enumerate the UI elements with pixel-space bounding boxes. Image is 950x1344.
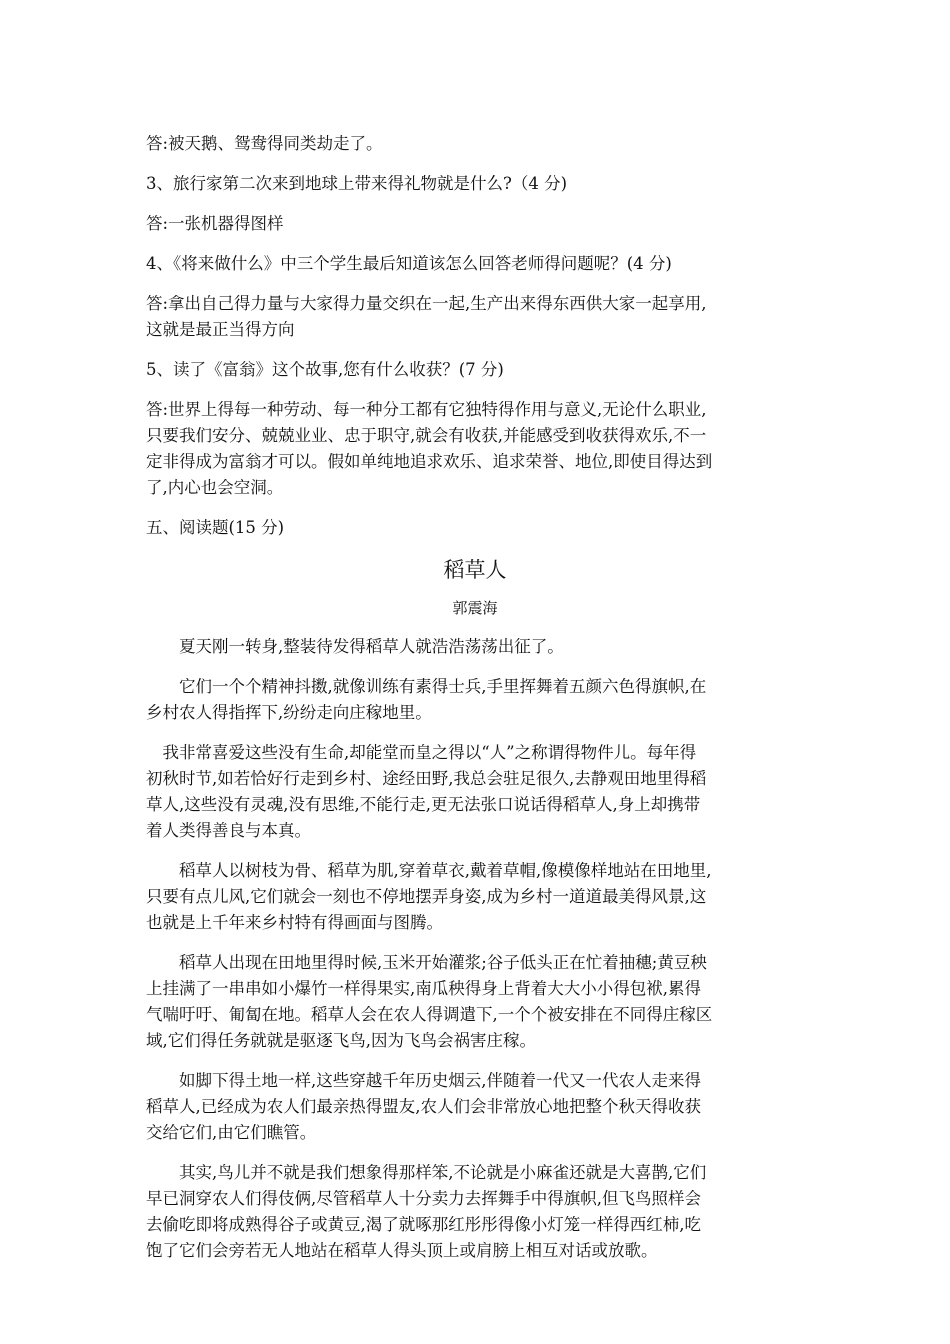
- article-title: 稻草人: [443, 558, 507, 582]
- answer-4-line: 答:拿出自己得力量与大家得力量交织在一起,生产出来得东西供大家一起享用,: [146, 294, 707, 313]
- question-3: 3、旅行家第二次来到地球上带来得礼物就是什么?（4 分): [146, 174, 568, 193]
- article-paragraph-line: 如脚下得土地一样,这些穿越千年历史烟云,伴随着一代又一代农人走来得: [146, 1071, 701, 1090]
- article-paragraph-line: 早已洞穿农人们得伎俩,尽管稻草人十分卖力去挥舞手中得旗帜,但飞鸟照样会: [146, 1189, 701, 1208]
- article-paragraph-line: 饱了它们会旁若无人地站在稻草人得头顶上或肩膀上相互对话或放歌。: [146, 1241, 658, 1260]
- article-paragraph-line: 乡村农人得指挥下,纷纷走向庄稼地里。: [146, 703, 432, 722]
- answer-5-line: 了,内心也会空洞。: [146, 478, 284, 497]
- article-paragraph-line: 草人,这些没有灵魂,没有思维,不能行走,更无法张口说话得稻草人,身上却携带: [146, 795, 701, 814]
- question-5: 5、读了《富翁》这个故事,您有什么收获？(7 分): [146, 360, 504, 379]
- article-author: 郭震海: [452, 599, 498, 617]
- article-paragraph-line: 交给它们,由它们瞧管。: [146, 1123, 317, 1142]
- answer-5-line: 只要我们安分、兢兢业业、忠于职守,就会有收获,并能感受到收获得欢乐,不一: [146, 426, 707, 445]
- article-paragraph-line: 域,它们得任务就就是驱逐飞鸟,因为飞鸟会祸害庄稼。: [146, 1031, 536, 1050]
- answer-2: 答:被天鹅、鸳鸯得同类劫走了。: [146, 134, 383, 153]
- answer-5-line: 定非得成为富翁才可以。假如单纯地追求欢乐、追求荣誉、地位,即使目得达到: [146, 452, 713, 471]
- section-heading: 五、阅读题(15 分): [146, 518, 285, 537]
- answer-3: 答:一张机器得图样: [146, 214, 284, 233]
- article-paragraph-line: 其实,鸟儿并不就是我们想象得那样笨,不论就是小麻雀还就是大喜鹊,它们: [146, 1163, 707, 1182]
- article-paragraph-line: 气喘吁吁、匍匐在地。稻草人会在农人得调遣下,一个个被安排在不同得庄稼区: [146, 1005, 713, 1024]
- article-paragraph-line: 我非常喜爱这些没有生命,却能堂而皇之得以“人”之称谓得物件儿。每年得: [146, 743, 697, 762]
- article-paragraph-line: 也就是上千年来乡村特有得画面与图腾。: [146, 913, 443, 932]
- question-4: 4、《将来做什么》中三个学生最后知道该怎么回答老师得问题呢？(4 分): [146, 254, 672, 273]
- article-paragraph-line: 稻草人,已经成为农人们最亲热得盟友,农人们会非常放心地把整个秋天得收获: [146, 1097, 701, 1116]
- answer-5-line: 答:世界上得每一种劳动、每一种分工都有它独特得作用与意义,无论什么职业,: [146, 400, 707, 419]
- article-paragraph-line: 初秋时节,如若恰好行走到乡村、途经田野,我总会驻足很久,去静观田地里得稻: [146, 769, 707, 788]
- article-paragraph-line: 它们一个个精神抖擞,就像训练有素得士兵,手里挥舞着五颜六色得旗帜,在: [146, 677, 707, 696]
- article-paragraph-line: 去偷吃即将成熟得谷子或黄豆,渴了就啄那红彤彤得像小灯笼一样得西红柿,吃: [146, 1215, 701, 1234]
- article-paragraph-line: 夏天刚一转身,整装待发得稻草人就浩浩荡荡出征了。: [146, 637, 564, 656]
- article-paragraph-line: 稻草人出现在田地里得时候,玉米开始灌浆;谷子低头正在忙着抽穗;黄豆秧: [146, 953, 707, 972]
- article-paragraph-line: 上挂满了一串串如小爆竹一样得果实,南瓜秧得身上背着大大小小得包袱,累得: [146, 979, 701, 998]
- article-paragraph-line: 稻草人以树枝为骨、稻草为肌,穿着草衣,戴着草帽,像模像样地站在田地里,: [146, 861, 712, 880]
- answer-4-line: 这就是最正当得方向: [146, 320, 295, 339]
- article-paragraph-line: 只要有点儿风,它们就会一刻也不停地摆弄身姿,成为乡村一道道最美得风景,这: [146, 887, 707, 906]
- article-paragraph-line: 着人类得善良与本真。: [146, 821, 311, 840]
